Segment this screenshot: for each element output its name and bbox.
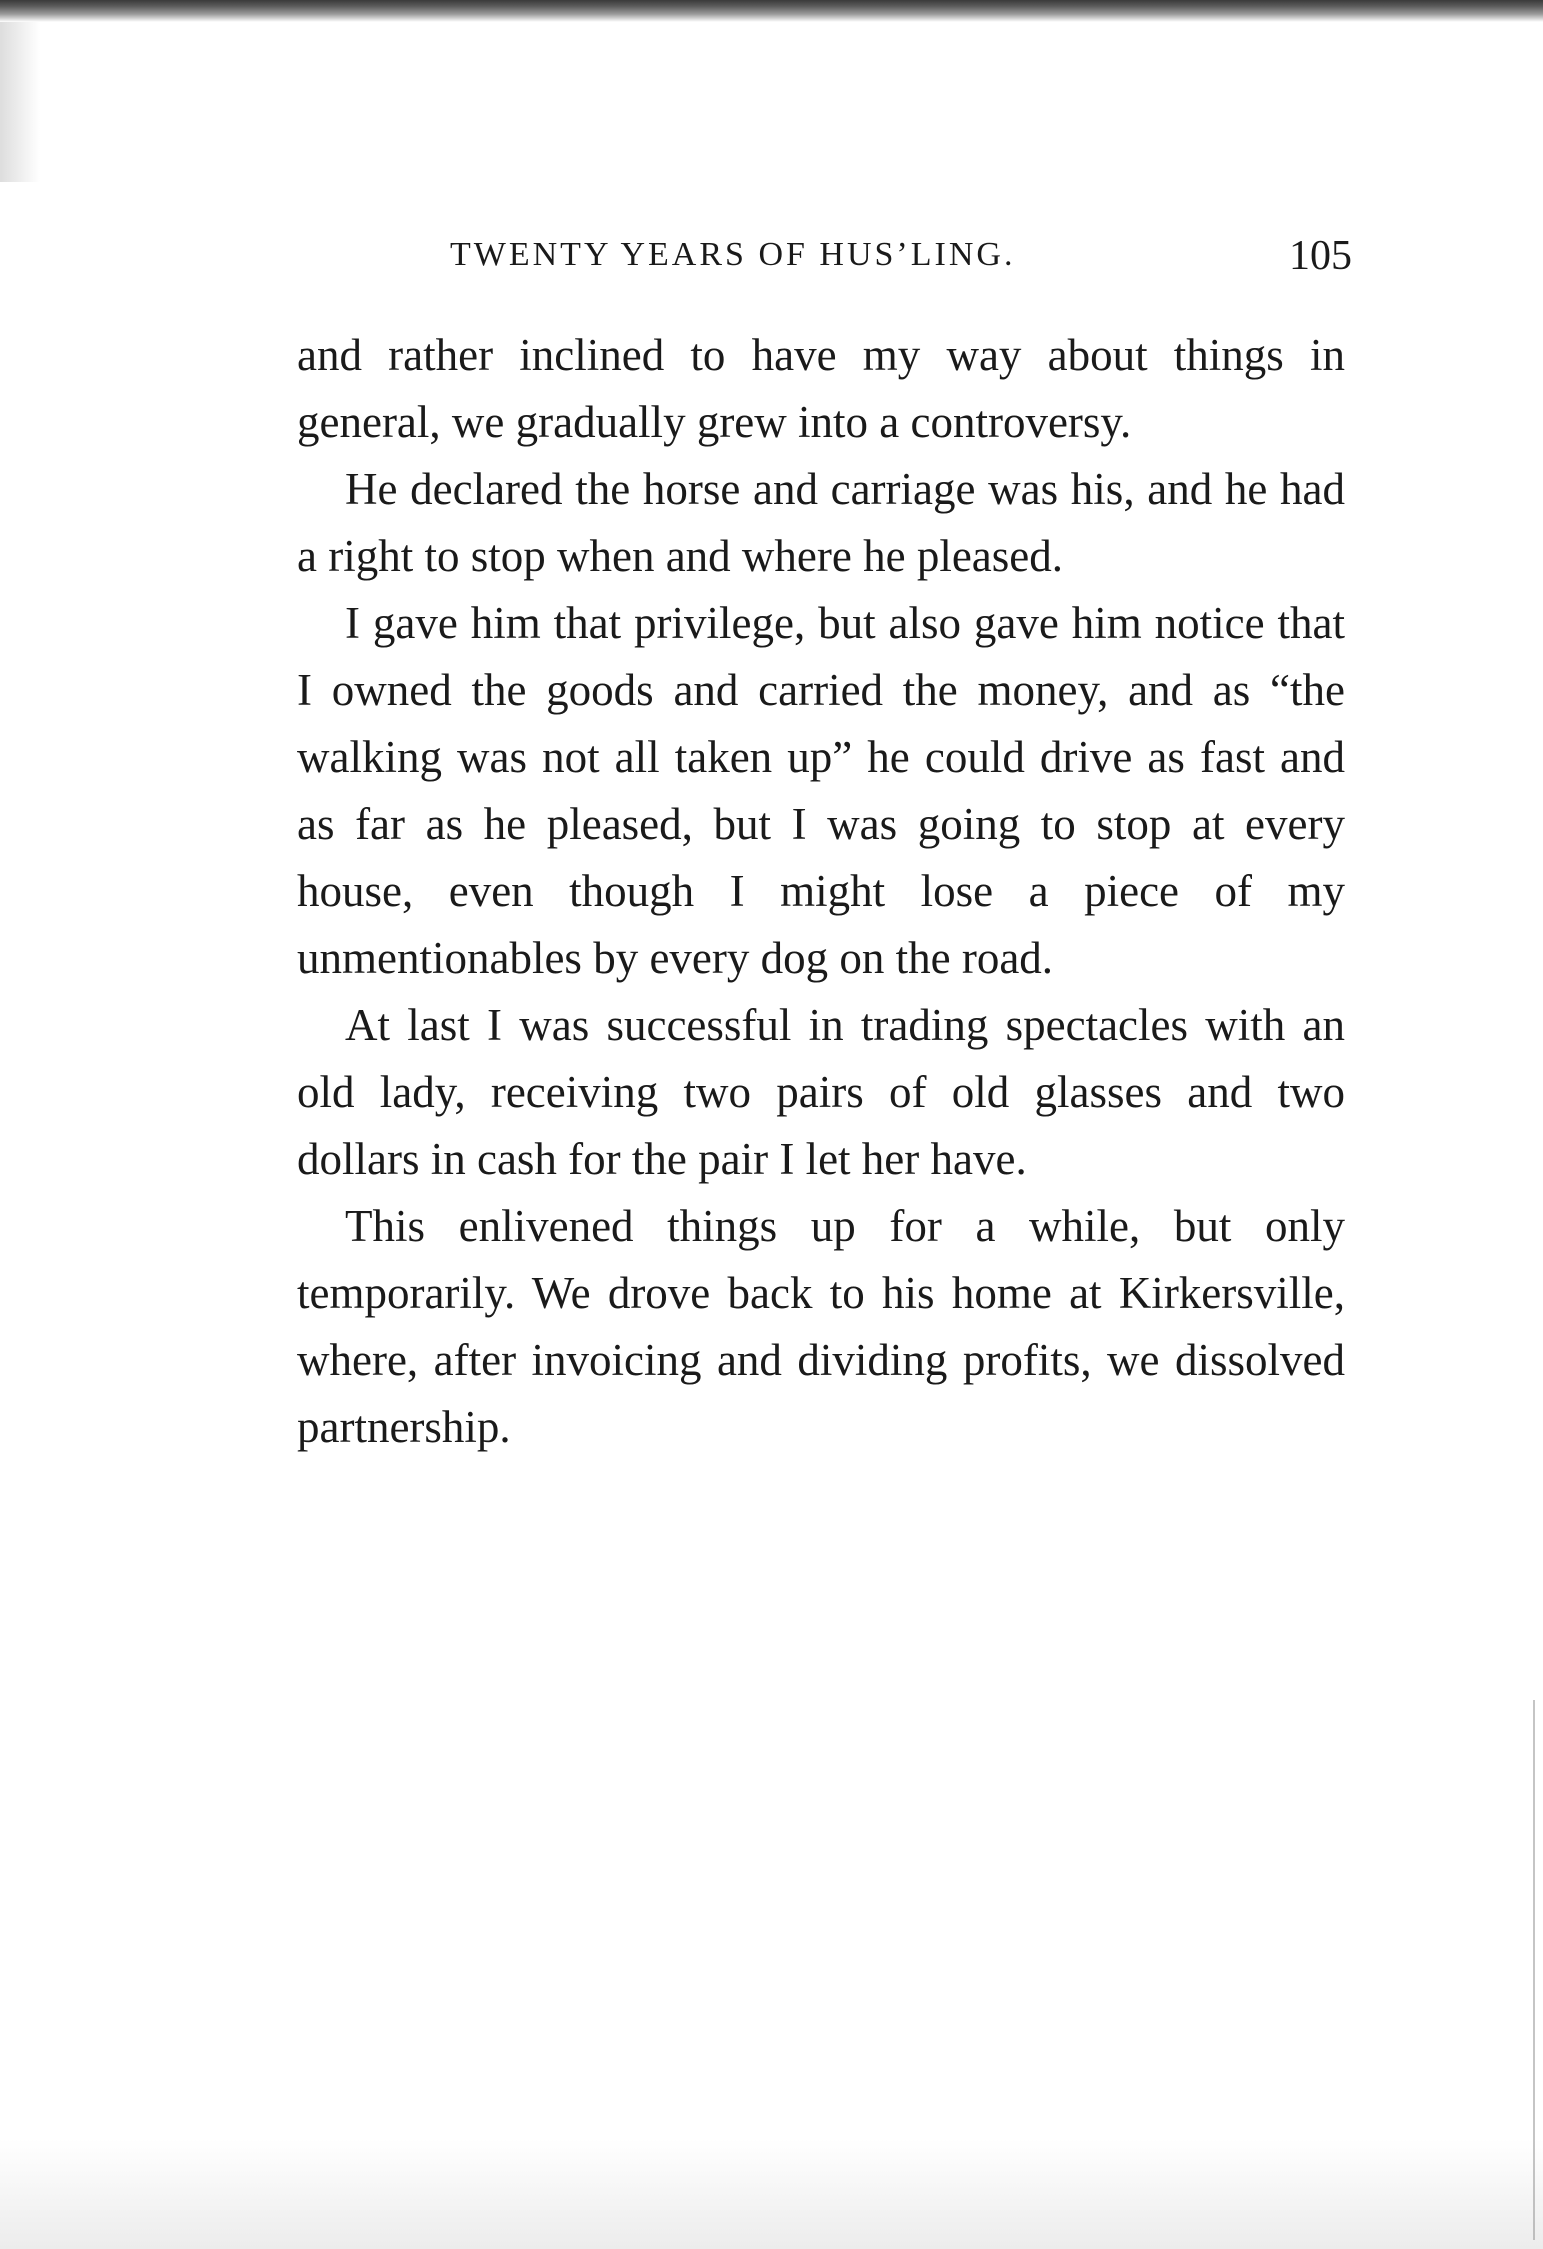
paragraph: He declared the horse and carriage was his, and he had a right to stop when and where he pleased.	[297, 464, 1345, 581]
paragraph: At last I was successful in trading spectacles with an old lady, receiving two pairs of old glasses and two dollars in cash for the pair I let her have.	[297, 1000, 1345, 1184]
page-number: 105	[1289, 233, 1352, 279]
scan-top-edge	[0, 0, 1543, 22]
paragraph: This enlivened things up for a while, but only temporarily. We drove back to his home at Kirkersville, where, after invoicing and dividing profits, we dissolved partnership.	[297, 1201, 1345, 1452]
body-text	[297, 322, 1345, 1461]
paragraph: I gave him that privilege, but also gave him notice that I owned the goods and carried the money, and as “the walking was not all taken up” he could drive as fast and as far as he pleased, but I was going to stop at every house, even though I might lose a piece of my unmentionables by every dog on the road.	[297, 598, 1345, 983]
scan-bottom-noise	[0, 2139, 1543, 2249]
running-head	[300, 233, 1352, 296]
running-title: TWENTY YEARS OF HUS’LING.	[450, 236, 1016, 273]
scan-left-shadow	[0, 22, 40, 182]
paragraph-continued: and rather inclined to have my way about things in general, we gradually grew into a controversy.	[297, 330, 1345, 447]
